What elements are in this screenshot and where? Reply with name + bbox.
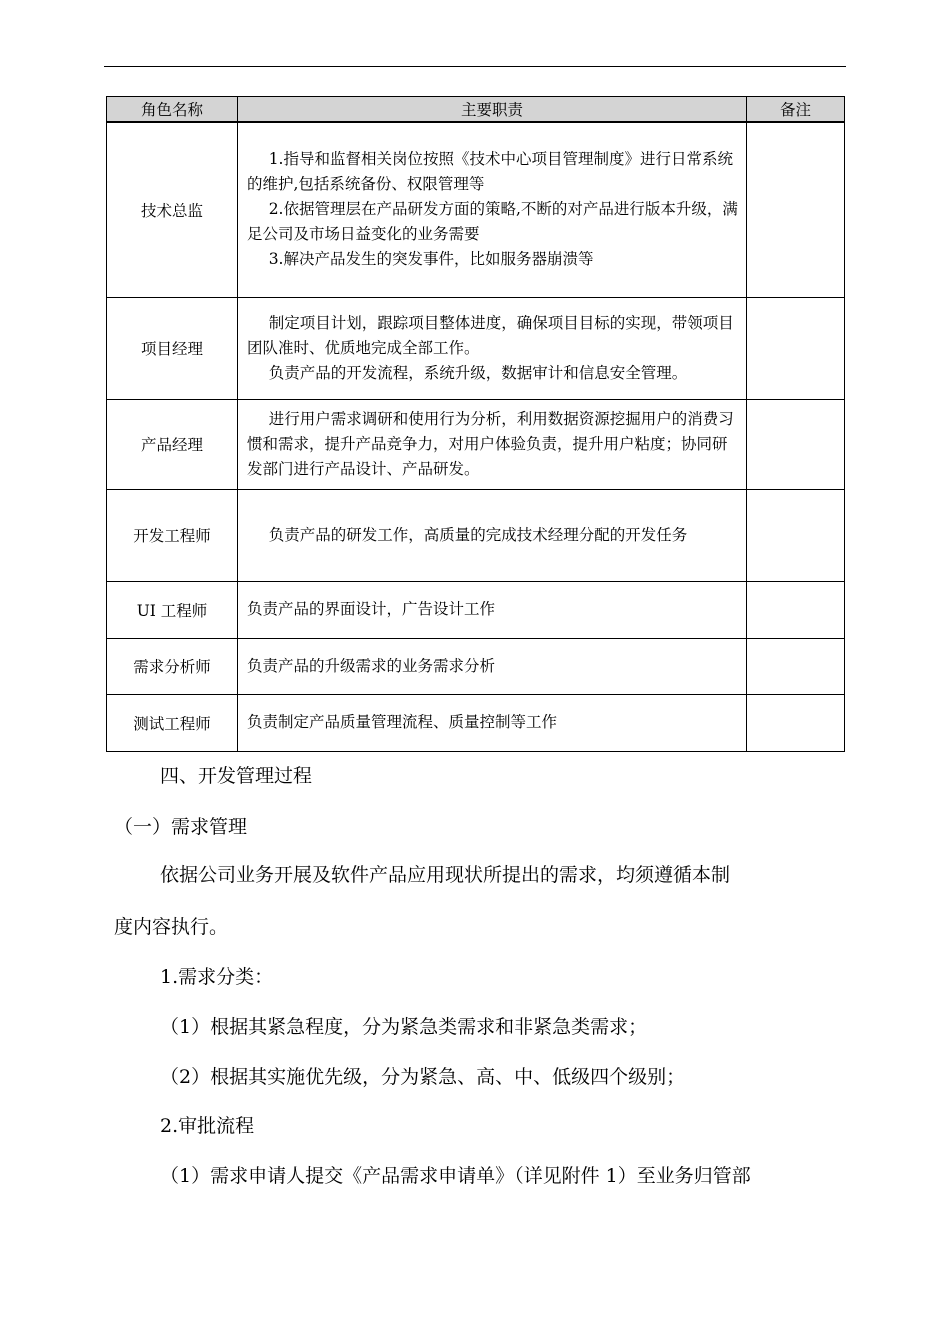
header-role: 角色名称 [107, 97, 238, 123]
duty-cell [238, 399, 747, 489]
note-cell [747, 638, 845, 694]
table-row [107, 122, 845, 297]
table-row [107, 297, 845, 399]
role-cell: UI 工程师 [107, 581, 238, 638]
table-row [107, 638, 845, 694]
role-cell: 测试工程师 [107, 694, 238, 751]
duty-text: 制定项目计划，跟踪项目整体进度，确保项目目标的实现，带领项目团队准时、优质地完成全部工作。 [247, 313, 734, 357]
subsection-title: （一）需求管理 [114, 816, 248, 838]
role-cell: 产品经理 [107, 399, 238, 489]
duty-cell [238, 489, 747, 581]
table-row [107, 399, 845, 489]
duty-text: 负责产品的研发工作，高质量的完成技术经理分配的开发任务 [268, 525, 688, 544]
table-row [107, 694, 845, 751]
duty-cell [238, 638, 747, 694]
note-cell [747, 122, 845, 297]
role-cell: 需求分析师 [107, 638, 238, 694]
list-item: （1）根据其紧急程度，分为紧急类需求和非紧急类需求； [160, 1016, 648, 1038]
duty-text: 负责产品的界面设计，广告设计工作 [247, 600, 496, 618]
role-cell: 技术总监 [107, 122, 238, 297]
page-header-rule [104, 66, 846, 67]
section-title: 四、开发管理过程 [160, 765, 313, 787]
table-row [107, 489, 845, 581]
duty-text: 负责产品的升级需求的业务需求分析 [247, 656, 496, 675]
list-item: （2）根据其实施优先级，分为紧急、高、中、低级四个级别； [160, 1066, 686, 1088]
duty-cell [238, 297, 747, 399]
duty-cell [238, 694, 747, 751]
note-cell [747, 581, 845, 638]
list-heading: 1.需求分类： [160, 966, 274, 988]
header-duties: 主要职责 [238, 97, 747, 123]
paragraph-line: 度内容执行。 [114, 916, 229, 938]
paragraph-line: 依据公司业务开展及软件产品应用现状所提出的需求，均须遵循本制 [160, 864, 731, 886]
duty-text: 负责产品的开发流程，系统升级，数据审计和信息安全管理。 [268, 363, 688, 382]
duty-text: 进行用户需求调研和使用行为分析，利用数据资源挖掘用户的消费习惯和需求，提升产品竞争力，对用户体验负责，提升用户粘度；协同研发部门进行产品设计、产品研发。 [247, 409, 734, 478]
duty-text: 1.指导和监督相关岗位按照《技术中心项目管理制度》进行日常系统的维护,包括系统备份、权限管理等 [247, 150, 733, 194]
note-cell [747, 694, 845, 751]
role-cell: 项目经理 [107, 297, 238, 399]
duty-text: 3.解决产品发生的突发事件，比如服务器崩溃等 [268, 250, 594, 269]
duty-text: 负责制定产品质量管理流程、质量控制等工作 [247, 713, 558, 731]
duty-cell [238, 122, 747, 297]
table-row [107, 581, 845, 638]
role-cell: 开发工程师 [107, 489, 238, 581]
list-heading: 2.审批流程 [160, 1115, 255, 1137]
roles-table [106, 96, 845, 752]
duty-text: 2.依据管理层在产品研发方面的策略,不断的对产品进行版本升级，满足公司及市场日益变化的业务需要 [247, 200, 738, 244]
table-header-row [107, 97, 845, 123]
list-item: （1）需求申请人提交《产品需求申请单》（详见附件 1）至业务归管部 [160, 1165, 751, 1187]
header-note: 备注 [747, 97, 845, 123]
duty-cell [238, 581, 747, 638]
note-cell [747, 399, 845, 489]
note-cell [747, 489, 845, 581]
note-cell [747, 297, 845, 399]
